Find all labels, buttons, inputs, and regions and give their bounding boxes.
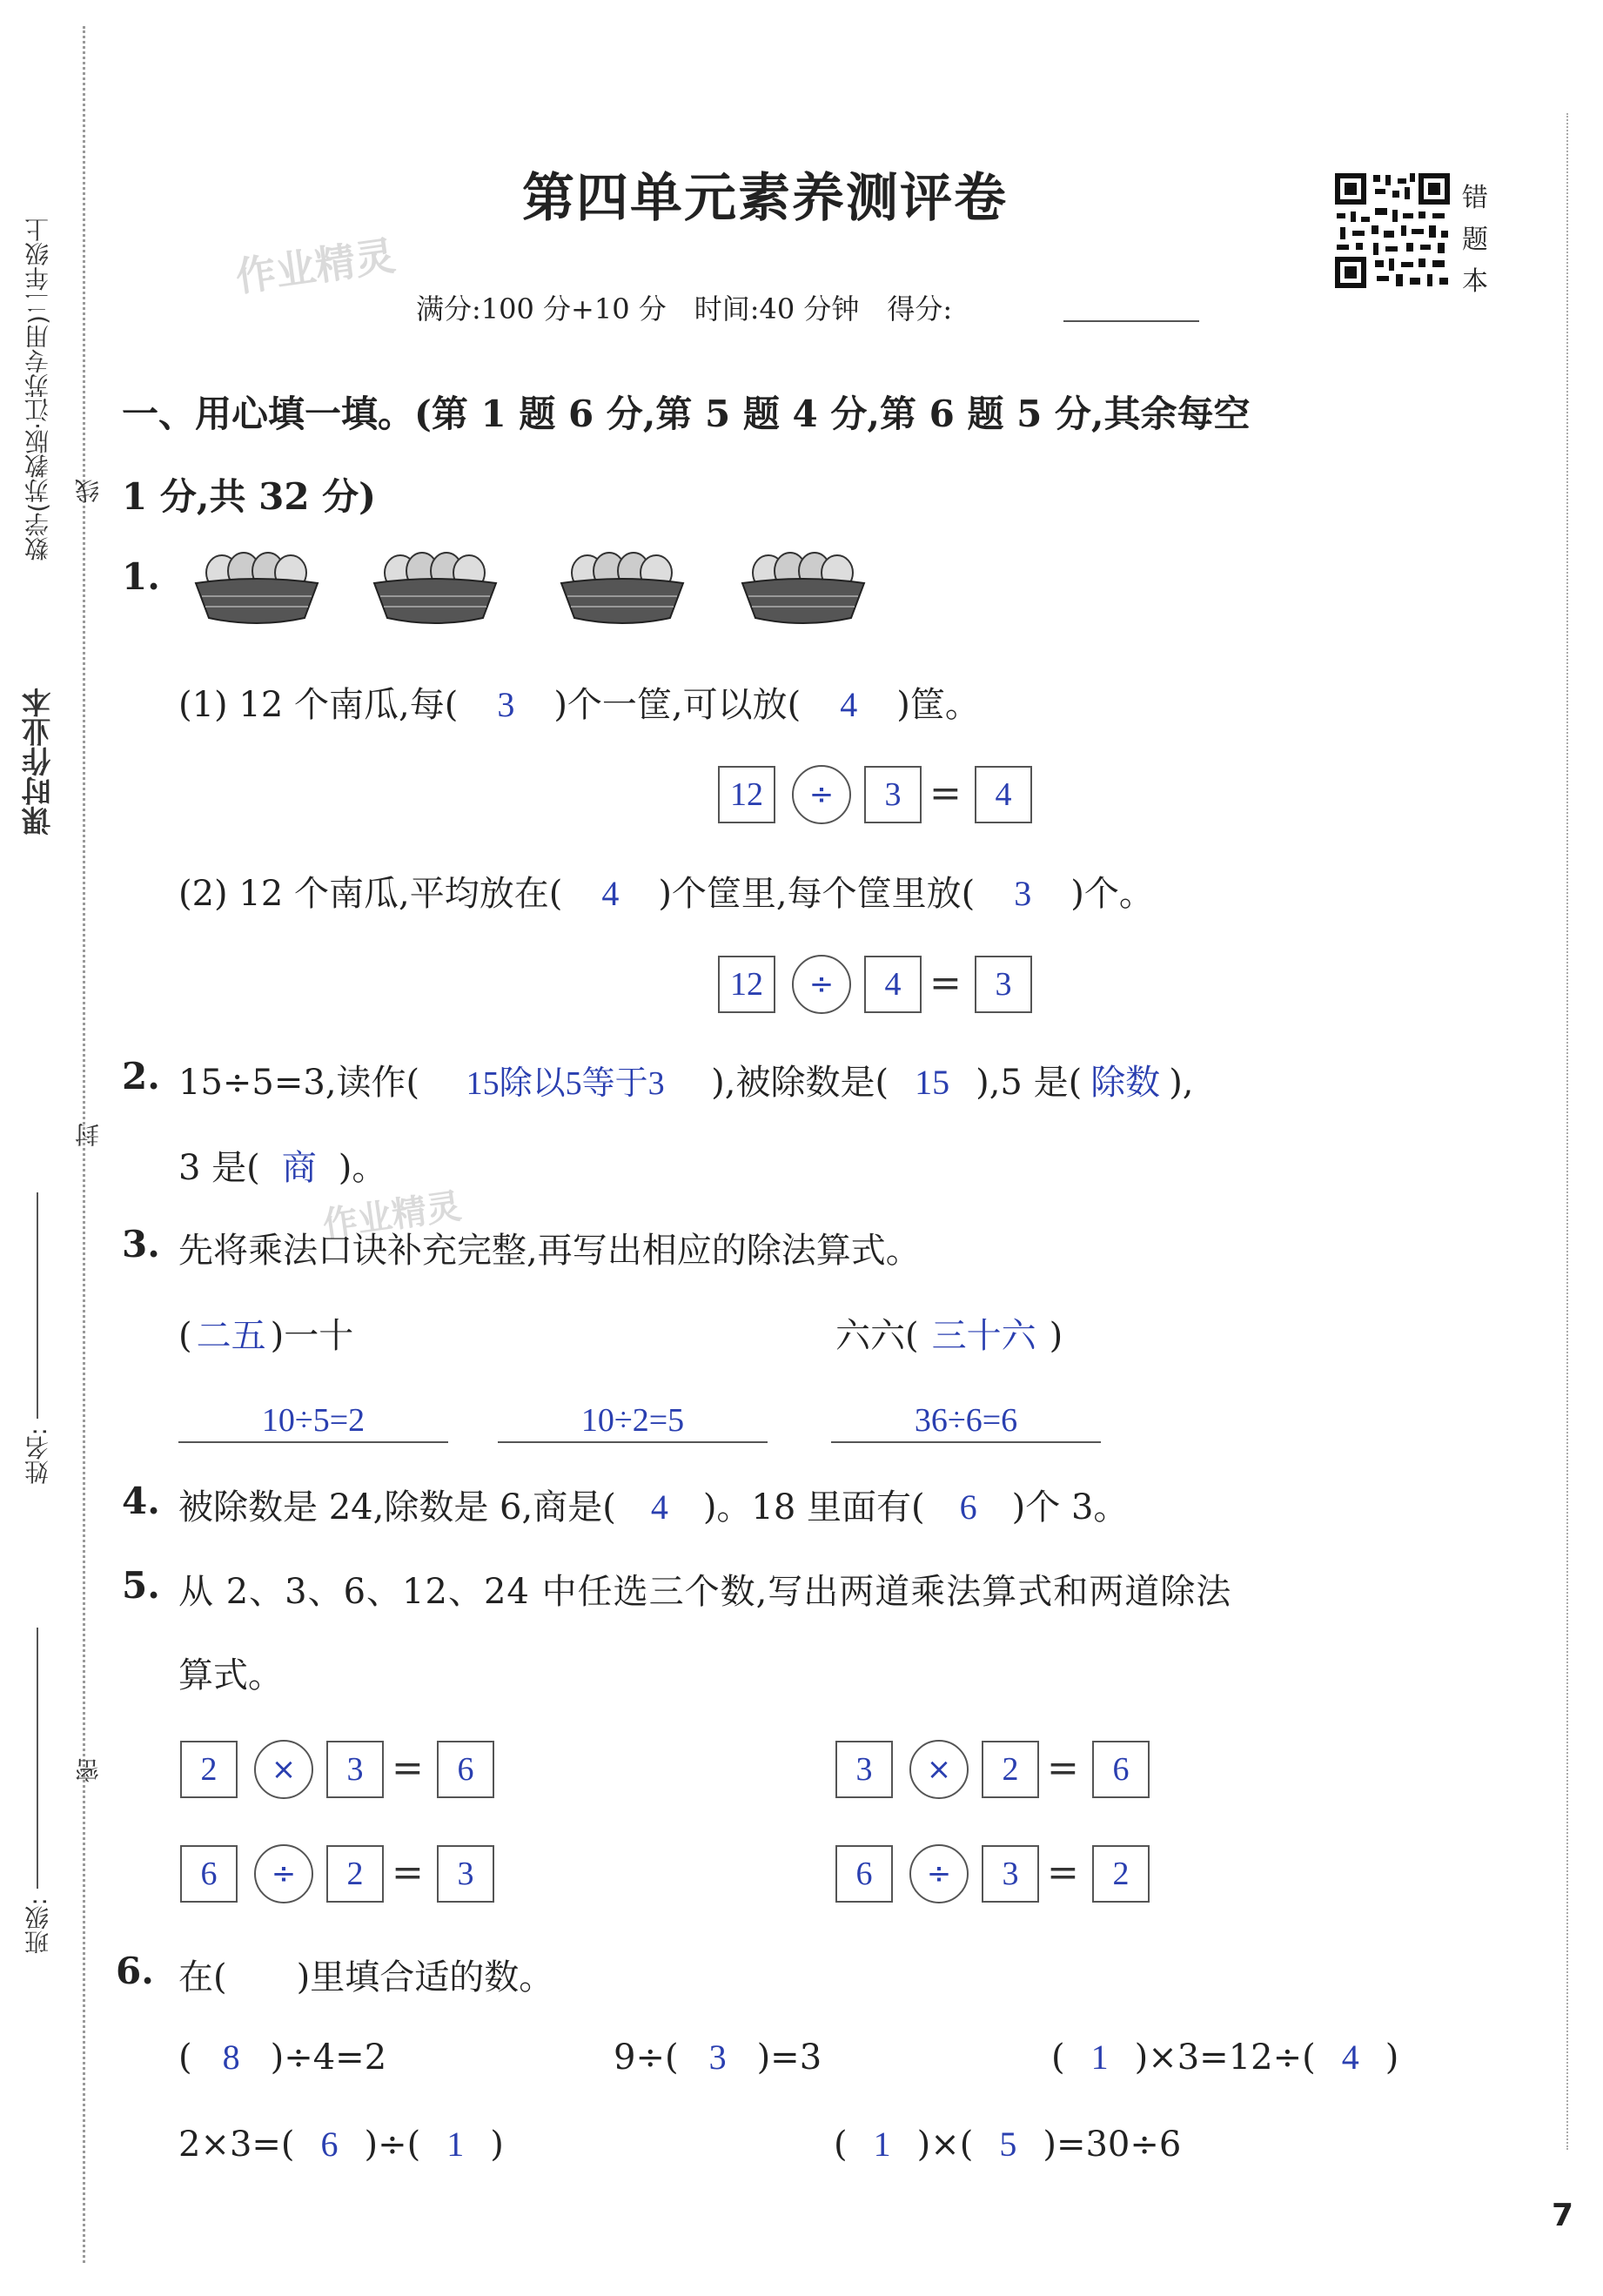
q5-eq4-box-b: 3 [982,1845,1039,1903]
q6-r1c1-p1: )÷4=2 [270,2038,387,2078]
q5-eq3-equals: = [392,1850,424,1895]
q2-line1-mid2: ),5 是( [976,1063,1083,1103]
sidebar-field-class: 班级: [23,1897,52,1955]
q3-line-answer-1: 10÷5=2 [261,1402,366,1439]
qr-label-3: 本 [1462,266,1488,297]
q1-part1-answer-1: 3 [497,685,515,724]
q5-eq4-box-c: 2 [1092,1845,1150,1903]
sidebar-field-name: 姓名: [23,1427,52,1485]
q2-line1-pre: 15÷5=3,读作( [178,1063,420,1103]
page-title: 第四单元素养测评卷 [522,168,1008,229]
q2-line1-post: ), [1169,1063,1194,1103]
q2-answer-divisor: 除数 [1090,1063,1161,1102]
q1-eq1-equals: = [929,771,962,816]
q5-eq1-operator: × [254,1740,313,1799]
q5-eq2-box-b: 2 [982,1741,1039,1798]
q2-answer-dividend: 15 [915,1063,950,1102]
q2-line2-pre: 3 是( [178,1148,260,1188]
q2-line2 [178,1140,386,1190]
q3-left-answer: 二五 [196,1316,266,1355]
q5-eq4-operator: ÷ [909,1844,969,1903]
q6-r2c1-p0: 2×3=( [178,2125,295,2165]
q1-part2-post: )个。 [1070,874,1154,914]
q3-left-pre: ( [178,1316,192,1356]
q1-eq2-operator: ÷ [792,955,851,1014]
q6-r2c2-answer-1: 1 [873,2125,891,2164]
q5-eq3-box-c: 3 [437,1845,494,1903]
q6-r1c1-answer: 8 [222,2038,240,2077]
q4-answer-2: 6 [959,1487,977,1527]
q2-line1 [178,1055,1194,1104]
q1-eq1-box-a: 12 [718,766,775,823]
qr-label-1: 错 [1462,183,1488,213]
q6-r2c1-answer-2: 1 [446,2125,465,2164]
q1-part2 [178,866,1154,916]
q6-text: 在( )里填合适的数。 [178,1957,554,1997]
q6-r1c3-answer-2: 4 [1341,2038,1359,2077]
q5-eq2-operator: × [909,1740,969,1799]
q5-eq3-box-b: 2 [326,1845,384,1903]
q1-part2-answer-2: 3 [1014,874,1032,913]
watermark-top: 作业精灵 [232,232,399,301]
q5-eq3-operator: ÷ [254,1844,313,1903]
pumpkin-basket-icon [370,548,500,627]
q4-answer-1: 4 [650,1487,668,1527]
exam-meta: 满分:100 分+10 分 时间:40 分钟 得分: [416,292,953,326]
q1-part1-answer-2: 4 [840,685,858,724]
q5-eq2-box-c: 6 [1092,1741,1150,1798]
q1-eq2-box-b: 4 [864,956,922,1013]
q3-answer-line-3 [831,1441,1101,1443]
q3-right-rhyme [835,1308,1063,1358]
q1-eq1-box-c: 4 [975,766,1032,823]
q5-eq3-box-a: 6 [180,1845,238,1903]
watermark-middle: 作业精灵 [320,1186,464,1245]
q6-r1c3 [1051,2037,1398,2078]
q5-eq1-box-c: 6 [437,1741,494,1798]
q3-left-rhyme [178,1308,353,1358]
q6-r1c3-p1: )×3=12÷( [1134,2038,1316,2078]
q3-number: 3. [122,1223,160,1265]
q5-eq1-equals: = [392,1746,424,1790]
q1-part1-post: )筐。 [896,685,980,725]
pumpkin-basket-icon [191,548,322,627]
q2-answer-quotient: 商 [281,1148,317,1187]
q5-eq1-box-a: 2 [180,1741,238,1798]
q6-r1c1 [178,2037,386,2078]
q6-r1c3-p0: ( [1051,2038,1065,2078]
q1-number: 1. [122,555,160,598]
margin-dotted-line-right [1566,113,1568,2150]
q5-line2: 算式。 [178,1655,283,1695]
q6-r1c3-p2: ) [1385,2038,1399,2078]
q3-left-post: )一十 [270,1316,354,1356]
q6-r1c3-answer-1: 1 [1090,2038,1109,2077]
q2-line1-mid: ),被除数是( [711,1063,889,1103]
q1-eq2-box-a: 12 [718,956,775,1013]
seal-char-seal: 封 [74,1123,103,1147]
q4-pre: 被除数是 24,除数是 6,商是( [178,1487,616,1527]
q3-line-answer-2: 10÷2=5 [580,1402,685,1439]
sidebar-field-name-line [37,1192,38,1419]
q5-eq1-box-b: 3 [326,1741,384,1798]
q1-part1 [178,677,980,727]
q5-number: 5. [122,1564,160,1607]
q1-eq1-box-b: 3 [864,766,922,823]
q6-r2c2 [834,2124,1181,2165]
page-number: 7 [1552,2198,1574,2233]
q6-r2c1-p1: )÷( [364,2125,421,2165]
q6-r1c2-answer: 3 [708,2038,727,2077]
q6-r2c1-p2: ) [490,2125,504,2165]
q3-line-answer-3: 36÷6=6 [914,1402,1018,1439]
q1-part2-mid: )个筐里,每个筐里放( [658,874,976,914]
q3-right-pre: 六六( [835,1316,919,1356]
q5-eq2-equals: = [1047,1746,1079,1790]
qr-label-2: 题 [1462,225,1488,255]
section1-heading-line2: 1 分,共 32 分) [122,475,377,518]
pumpkin-basket-icon [557,548,687,627]
score-blank-line [1063,320,1199,322]
q3-right-post: ) [1049,1316,1063,1356]
q6-r2c2-p2: )=30÷6 [1043,2125,1182,2165]
q1-part1-mid: )个一筐,可以放( [553,685,802,725]
sidebar-brand: 课时作业本 [22,688,57,836]
q5-line1: 从 2、3、6、12、24 中任选三个数,写出两道乘法算式和两道除法 [178,1572,1232,1612]
pumpkin-basket-icon [738,548,869,627]
section1-heading-line1: 一、用心填一填。(第 1 题 6 分,第 5 题 4 分,第 6 题 5 分,其余每空 [122,393,1251,435]
q1-part1-pre: (1) 12 个南瓜,每( [178,685,459,725]
q6-r1c1-p0: ( [178,2038,192,2078]
q1-eq2-box-c: 3 [975,956,1032,1013]
q4-line [178,1480,1128,1529]
seal-char-line: 线 [74,479,103,503]
q6-r1c2-p0: 9÷( [614,2038,679,2078]
q3-text: 先将乘法口诀补充完整,再写出相应的除法算式。 [178,1231,921,1271]
q2-answer-reading: 15除以5等于3 [466,1065,665,1102]
q1-part2-answer-1: 4 [601,874,620,913]
q6-number: 6. [116,1950,154,1992]
q6-r1c2 [614,2037,822,2078]
qr-code-icon [1331,170,1453,292]
q6-r2c2-p1: )×( [916,2125,974,2165]
q1-eq2-equals: = [929,961,962,1005]
q6-r2c2-answer-2: 5 [999,2125,1017,2164]
sidebar-subject: 数学(苏教版·江苏专用)二年级上 [23,218,52,561]
q3-answer-line-2 [498,1441,768,1443]
q3-answer-line-1 [178,1441,448,1443]
q2-line2-post: )。 [338,1148,387,1188]
q1-part2-pre: (2) 12 个南瓜,平均放在( [178,874,563,914]
seal-char-secret: 密 [74,1758,103,1782]
sidebar-field-class-line [37,1628,38,1889]
q1-eq1-operator: ÷ [792,765,851,824]
q3-right-answer: 三十六 [931,1316,1036,1355]
q4-number: 4. [122,1480,160,1522]
q5-eq4-box-a: 6 [835,1845,893,1903]
q5-eq4-equals: = [1047,1850,1079,1895]
q4-mid: )。18 里面有( [702,1487,925,1527]
q6-r2c1-answer-1: 6 [320,2125,339,2164]
q5-eq2-box-a: 3 [835,1741,893,1798]
q6-r1c2-p1: )=3 [756,2038,822,2078]
q6-r2c1 [178,2124,504,2165]
q4-post: )个 3。 [1011,1487,1129,1527]
q2-number: 2. [122,1055,160,1098]
q6-r2c2-p0: ( [834,2125,848,2165]
